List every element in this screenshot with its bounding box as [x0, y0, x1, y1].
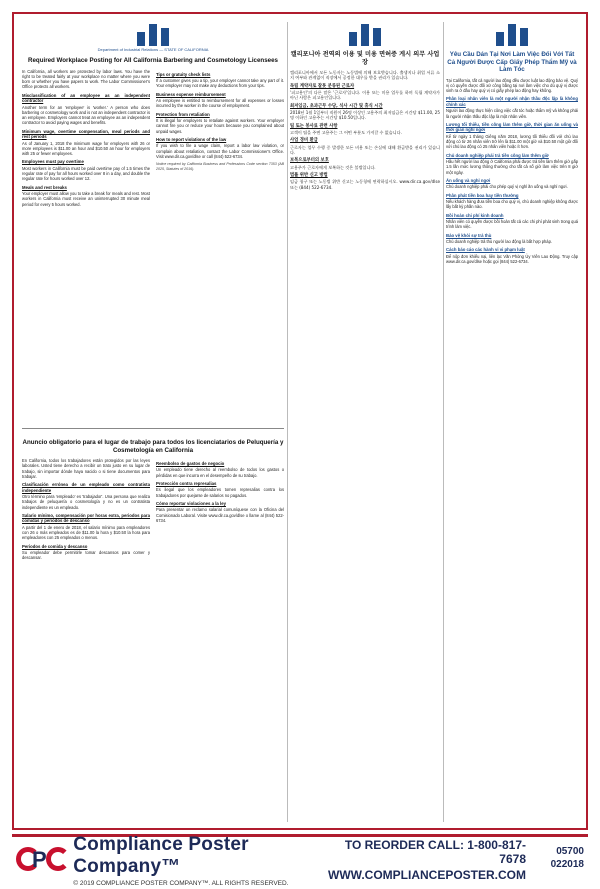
spanish-s5: Protección contra represalias: [156, 481, 217, 486]
korean-s5-text: 고용주가 근로자에게 보복하는 것은 불법입니다.: [290, 164, 376, 170]
spanish-intro: En California, todos los trabajadores están protegidos por las leyes laborales. Usted tiene derecho a recibir un trato justo en su lugar de trabajo, sin importar dónde haya nacido o si tiene documentos para trabajar.: [22, 458, 150, 479]
english-s6: Business expense reimbursement: [156, 91, 226, 97]
product-code: 05700: [556, 846, 584, 857]
english-s2-text: As of January 1, 2018 the minimum wage for employers with 26 or more employees is $11.00 an hour and $10.50 an hour for employers with 25 or fewer employees.: [22, 140, 150, 157]
english-s7: Protection from retaliation: [156, 111, 210, 117]
korean-title: 캘리포니아 전역의 이용 및 미용 면허증 게시 의무 사업장: [290, 51, 440, 66]
spanish-s4-text: Un empleado tiene derecho al reembolso de todos los gastos o pérdidas en que incurra en el desempeño de su trabajo.: [156, 467, 284, 478]
vietnamese-s3-text: Hầu hết người lao động ở California phải được trả tiền làm thêm giờ gấp 1.5 lần mức lương thông thường cho tất cả số giờ làm việc trên 8 giờ một ngày.: [446, 158, 578, 175]
english-notice: Notice required by California Business and Professions Code section 7353 (AB 2025, Statutes of 2016).: [156, 162, 284, 171]
dir-logo-icon: [490, 22, 534, 46]
brand-name: Compliance Poster Company™: [73, 833, 249, 877]
korean-s2: 최저임금, 초과근무 수당, 식사 시간 및 휴식 시간: [290, 103, 383, 109]
poster: [12, 12, 588, 830]
vietnamese-title: Yêu Cầu Dán Tại Nơi Làm Việc Đối Với Tất Cả Người Được Cấp Giấy Phép Thẩm Mỹ và Làm Tóc: [447, 51, 577, 73]
english-s1-text: Another term for an 'employee' is 'worker.' A person who does barbering or cosmetology work and is not an independent contractor is an employee. Employers cannot treat an employee as an independent contractor to avoid paying wages and benefits.: [22, 104, 150, 126]
spanish-s6-text: Para presentar un reclamo salarial comuníquese con la Oficina del Comisionado Laboral. Visite www.dir.ca.gov/dlse o llame al (844) 522-6734.: [156, 507, 284, 523]
vietnamese-s4-text: Chủ doanh nghiệp phải cho phép quý vị nghỉ ăn uống và nghỉ ngơi.: [446, 184, 568, 190]
left-divider: [22, 428, 284, 429]
korean-s1: 독립 계약자로 잘못 분류된 근로자: [290, 83, 355, 89]
vietnamese-panel: [446, 22, 578, 822]
vietnamese-s3: Chủ doanh nghiệp phải trả tiền công làm thêm giờ: [446, 152, 549, 158]
english-s6-text: An employee is entitled to reimbursement for all expenses or losses incurred by the worker in the course of employment.: [156, 97, 284, 109]
vietnamese-s1-text: Người lao động thực hiện công việc cắt tóc hoặc thẩm mỹ và không phải là người nhận thầu độc lập là một nhân viên.: [446, 108, 578, 119]
vietnamese-s5-text: Nếu khách hàng đưa tiền boa cho quý vị, chủ doanh nghiệp không được lấy bất kỳ phần nào.: [446, 198, 578, 210]
copyright: © 2019 COMPLIANCE POSTER COMPANY™. ALL RIGHTS RESERVED.: [73, 879, 289, 887]
korean-s3: 팁 또는 봉사료 관련 사항: [290, 123, 338, 129]
english-panel: [22, 22, 284, 426]
dir-logo-icon: [343, 22, 387, 46]
vietnamese-s1: Phân loại nhân viên là một người nhận thầu độc lập là không chính xác: [446, 96, 578, 107]
spanish-s1: Clasificación errónea de un empleado como contratista independiente: [22, 482, 150, 493]
footer: [12, 833, 588, 887]
seal-text: Department of Industrial Relations — STATE OF CALIFORNIA: [97, 47, 209, 52]
spanish-panel: [22, 434, 284, 822]
english-s7-text: It is illegal for employers to retaliate against workers. Your employer cannot fire you or reduce your hours because you complained about unpaid wages.: [156, 117, 284, 134]
vietnamese-s8-text: Để nộp đơn khiếu nại, liên lạc Văn Phòng Ủy Viên Lao Động. Truy cập www.dir.ca.gov/dlse hoặc gọi (844) 522-6734.: [446, 253, 578, 264]
korean-s6: 법률 위반 신고 방법: [290, 173, 328, 178]
dir-logo-icon: [131, 22, 175, 46]
column-separator: [443, 22, 444, 822]
english-s8: How to report violations of the law: [156, 136, 227, 142]
english-s1: Misclassification of an employee as an independent contractor: [22, 92, 150, 104]
english-s2: Minimum wage, overtime compensation, meal periods and rest periods: [22, 128, 150, 140]
cpc-logo-icon: P: [16, 845, 67, 875]
dir-seal: [22, 22, 284, 52]
english-s3-text: Most workers in California must be paid overtime pay of 1.5 times the regular rate of pay for all hours worked over 8 in a day, and double the regular rate for hours worked over 12.: [22, 165, 150, 182]
vietnamese-s7: Bảo vệ khỏi sự trả thù: [446, 232, 492, 238]
korean-s6-text: 임금 청구 또는 노동법 위반 신고는 노동청에 연락하십시오. www.dir.ca.gov/dlse 또는 (844) 522-6734.: [290, 179, 440, 190]
english-s4: Meals and rest breaks: [22, 184, 67, 190]
column-separator: [287, 22, 288, 822]
vietnamese-s2: Lương tối thiểu, tiền công làm thêm giờ, thời gian ăn uống và thời gian nghỉ ngơi: [446, 121, 578, 133]
vietnamese-s6: Bồi hoàn chi phí kinh doanh: [446, 212, 504, 218]
vietnamese-s8: Cách báo cáo các hành vi vi phạm luật: [446, 247, 525, 253]
spanish-s1-text: Otro término para 'empleado' es 'trabajador'. Una persona que realiza trabajos de peluquería o cosmetología y no es un contratista independiente es un empleado.: [22, 494, 150, 510]
korean-s2-text: 2018년 1월 1일부터 직원이 26명 이상인 고용주의 최저임금은 시간당 $11.00, 25명 이하인 고용주는 시간당 $10.50입니다.: [290, 110, 440, 121]
spanish-s5-text: Es ilegal que los empleadores tomen represalias contra los trabajadores por quejarse de salarios no pagados.: [156, 487, 284, 498]
korean-s4-text: 근로자는 업무 수행 중 발생한 모든 비용 또는 손실에 대해 환급받을 권리가 있습니다.: [290, 144, 440, 155]
korean-s4: 사업 경비 환급: [290, 138, 318, 144]
vietnamese-s2-text: Kể từ ngày 1 tháng Giêng năm 2018, lương tối thiểu đối với chủ lao động có từ 26 nhân viên trở lên là $11.00 một giờ và $10.50 một giờ đối với chủ lao động có 25 nhân viên hoặc ít hơn.: [446, 133, 578, 150]
korean-intro: 캘리포니아에서 모든 노동자는 노동법에 의해 보호받습니다. 출생지나 취업 서류 소지 여부와 관계없이 직장에서 공정한 대우를 받을 권리가 있습니다.: [290, 70, 440, 81]
vietnamese-s4: Ăn uống và nghỉ ngơi: [446, 177, 491, 183]
vietnamese-intro: Tại California, tất cả người lao động đều được luật lao động bảo vệ. Quý vị có quyền được đối xử công bằng tại nơi làm việc cho dù quý vị được sinh ra ở đâu hay quý vị có giấy phép lao động hay không.: [446, 77, 578, 94]
english-s5-text: If a customer gives you a tip, your employer cannot take any part of it. Your employer may not make any deductions from your tips.: [156, 77, 284, 89]
spanish-s3-text: Su empleador debe permitirle tomar descansos para comer y descansar.: [22, 550, 150, 561]
spanish-s2-text: A partir del 1 de enero de 2018, el salario mínimo para empleadores con 26 o más empleados es de $11.00 la hora y $10.50 la hora para empleadores con 25 empleados o menos.: [22, 524, 150, 541]
english-title: Required Workplace Posting for All California Barbering and Cosmetology Licensees: [28, 57, 278, 64]
reorder-block: [328, 838, 526, 882]
spanish-s6: Cómo reportar violaciones a la ley: [156, 501, 226, 506]
korean-s5: 보복으로부터의 보호: [290, 158, 329, 164]
vietnamese-s6-text: Nhân viên có quyền được bồi hoàn tất cả các chi phí phát sinh trong quá trình làm việc.: [446, 218, 578, 230]
revision-code: 022018: [550, 859, 584, 870]
dir-seal-korean: [290, 22, 440, 46]
brand-block: [73, 834, 328, 887]
spanish-s4: Reembolso de gastos de negocio: [156, 461, 225, 466]
product-codes: [551, 845, 584, 871]
korean-s3-text: 고객이 팁을 주면 고용주는 그 어떤 부분도 가져갈 수 없습니다.: [290, 130, 402, 135]
vietnamese-s5: Phân phát tiền boa hay tiền thưởng: [446, 192, 519, 198]
reorder-phone: TO REORDER CALL: 1-800-817-7678: [344, 838, 526, 866]
dir-seal-vietnamese: [446, 22, 578, 46]
spanish-s3: Periodos de comida y descanso: [22, 543, 88, 549]
english-s4-text: Your employer must allow you to take a break for meals and rest. Most workers in California must receive an uninterrupted 30 minute meal period for every 5 hours worked.: [22, 191, 150, 207]
spanish-s2: Salario mínimo, compensación por horas extra, periodos para comidas y periodos de descanso: [22, 512, 150, 524]
english-s3: Employees must pay overtime: [22, 159, 84, 165]
korean-panel: [290, 22, 440, 822]
website-link[interactable]: WWW.COMPLIANCEPOSTER.COM: [328, 868, 526, 882]
english-s5: Tips or gratuity check lists: [156, 71, 211, 77]
english-s8-text: If you wish to file a wage claim, report a labor law violation, or complain about retaliation, contact the Labor Commissioner's Office. Visit www.dir.ca.gov/dlse or call (844) 522-6734.: [156, 143, 284, 159]
korean-s1-text: '피고용인'의 다른 말은 '근로자'입니다. 이용 또는 미용 업무를 하며 독립 계약자가 아닌 사람은 피고용인입니다.: [290, 90, 440, 101]
english-intro: In California, all workers are protected by labor laws. You have the right to be treated fairly at your workplace no matter where you were born or whether you have papers to work. The Labor Commissioner's Office protects all workers.: [22, 68, 150, 90]
vietnamese-s7-text: Chủ doanh nghiệp trả thù người lao động là bất hợp pháp.: [446, 238, 552, 244]
spanish-title: Anuncio obligatorio para el lugar de trabajo para todos los licenciatarios de Peluquería y Cosmetología en California: [22, 439, 284, 454]
